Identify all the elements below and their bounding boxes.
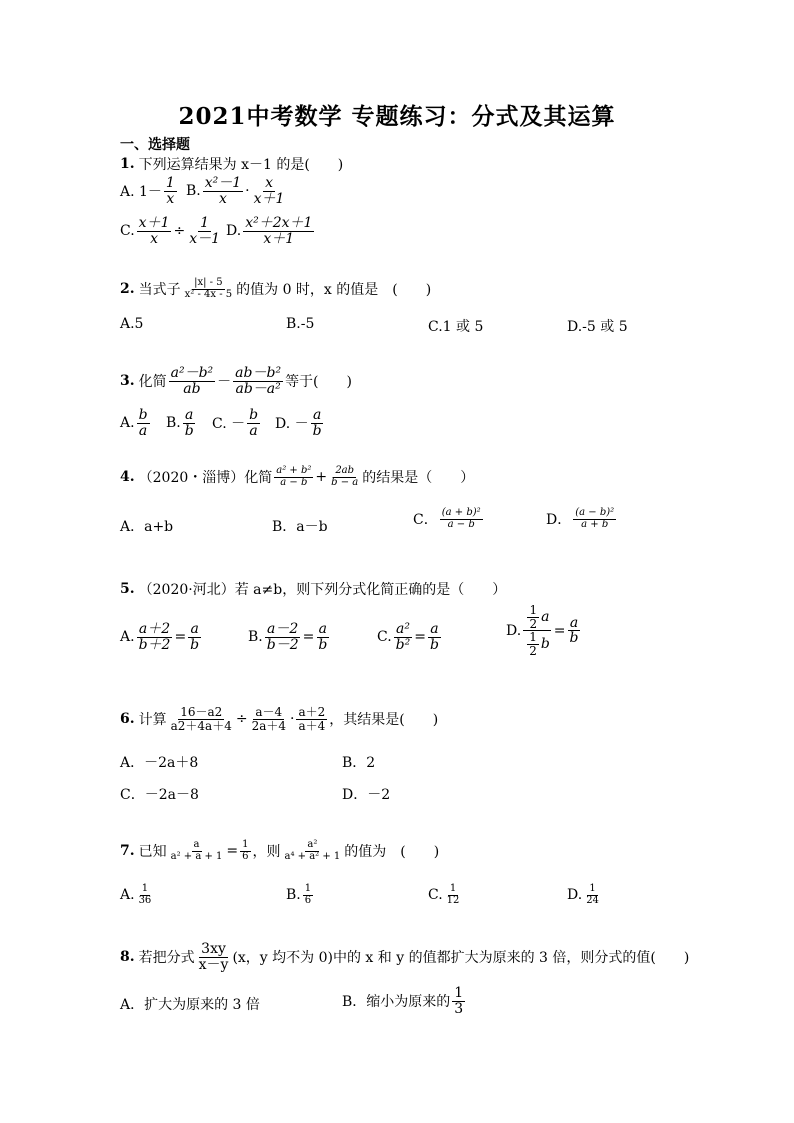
question-number: 4. [120,469,135,485]
fraction: $\frac{\text{(a − b)²}}{a + b}$ [575,507,615,530]
q7-option-c[interactable] [428,884,463,906]
fraction: $\frac{\text{a² + b²}}{a - b}$ [276,465,312,488]
q2-option-a[interactable]: A.5 [120,316,144,332]
fraction: $\frac{a}{b}$ [190,621,200,653]
fraction: $\frac{1}{3}$ [454,985,464,1017]
fraction: $\frac{\text{a²}}{\text{a⁴ + a² + 1}}$ [284,839,341,862]
question-7 [120,840,439,862]
question-number: 8. [120,949,135,966]
option-label: B．缩小为原来的 [342,994,451,1011]
section-heading: 一、选择题 [120,137,190,153]
option-label: D. [567,887,583,903]
question-8 [120,942,689,972]
q6-option-a[interactable]: A．－2a＋8 [120,755,199,771]
fraction: $\frac{1}{24}$ [586,883,599,906]
stem-text: 的值为 0 时，x 的值是 ( ) [236,282,432,298]
option-label: A. [120,887,135,903]
stem-text: ，其结果是( ) [329,712,439,729]
q3-option-b[interactable] [166,408,198,438]
option-label: B. [186,183,201,200]
option-label: D. [506,622,522,639]
operator: · [245,183,250,200]
operator: = [174,629,187,646]
fraction: $\frac{\text{a²}}{\text{b²}}$ [395,621,411,653]
fraction: $\frac{|x| - 5}{\text{x² - 4x - 5}}$ [184,277,233,300]
question-stem: 下列运算结果为 x－1 的是( ) [138,157,344,173]
fraction: $\frac{1}{x}$ [165,175,175,207]
fraction: $\frac{1}{12}$ [446,883,460,906]
question-2 [120,278,431,300]
fraction: $\frac{1}{36}$ [138,883,152,906]
fraction: $\frac{a}{b}$ [184,407,194,439]
q2-option-d[interactable]: D.-5 或 5 [567,319,628,335]
option-label: D. － [275,416,309,433]
fraction: $\frac{1}{x-1}$ [189,215,221,247]
q1-option-a[interactable] [120,176,179,206]
fraction: $\frac{\text{x²－1}}{x}$ [204,175,242,207]
stem-text: 等于( ) [285,374,352,391]
q3-option-d[interactable] [275,408,326,438]
option-label: C. [120,223,135,240]
q6-option-c[interactable]: C．－2a－8 [120,787,199,803]
option-label: B. [166,415,181,432]
q1-option-d[interactable] [226,216,316,246]
q7-option-d[interactable] [567,884,603,906]
fraction: $\frac{1}{6}$ [304,883,312,906]
q4-option-a[interactable]: A．a+b [120,519,174,535]
operator: ÷ [235,711,248,728]
question-4 [120,466,474,488]
operator: = [302,629,315,646]
fraction: $\frac{\text{(a + b)²}}{a - b}$ [441,507,481,530]
stem-text: (x，y 均不为 0)中的 x 和 y 的值都扩大为原来的 3 倍，则分式的值( ) [232,950,690,967]
q3-option-c[interactable] [212,408,262,438]
fraction: $\frac{a+2}{a+4}$ [298,705,326,733]
q5-option-a[interactable] [120,622,203,652]
stem-text: ，则 [252,844,281,860]
option-label: A. [120,629,135,646]
option-label: A. 1－ [120,184,162,201]
operator: = [226,843,239,859]
fraction: $\frac{1}{2}$ [529,603,538,631]
fraction: $\frac{\text{ab－b²}}{\text{ab－a²}}$ [235,365,282,397]
question-1 [120,154,343,174]
option-label: B. [248,629,263,646]
q1-option-b[interactable] [186,176,288,206]
question-5 [120,579,506,599]
q2-option-c[interactable]: C.1 或 5 [428,319,484,335]
stem-text: 计算 [138,712,167,729]
fraction: $\frac{\text{x²＋2x＋1}}{x+1}$ [245,215,313,247]
fraction: $\frac{a-2}{b-2}$ [266,621,299,653]
fraction: $\frac{1}{2}$ [529,630,537,658]
question-number: 6. [120,711,135,728]
option-label: C. [428,887,443,903]
page-title: 2021中考数学 专题练习：分式及其运算 [178,103,616,130]
question-stem: （2020·河北）若 a≠b，则下列分式化简正确的是（ ） [138,582,507,598]
q6-option-b[interactable]: B．2 [342,755,376,771]
q2-option-b[interactable]: B.-5 [286,316,315,332]
stem-text: 当式子 [138,282,181,298]
stem-text: 的值为 ( ) [344,844,440,860]
fraction: $\frac{a+2}{b+2}$ [138,621,171,653]
question-3 [120,366,352,396]
option-label: C． [413,512,438,528]
operator: = [553,622,566,639]
q8-option-b[interactable] [342,986,467,1016]
question-number: 2. [120,281,135,297]
fraction: $\frac{b}{a}$ [138,407,148,439]
question-number: 3. [120,373,135,390]
fraction: $\frac{a}{b}$ [569,614,579,647]
option-label: D． [546,512,572,528]
stem-text: 已知 [138,844,167,860]
option-label: D. [226,223,242,240]
fraction: $\frac{3xy}{x-y}$ [198,941,229,973]
fraction: $\frac{a}{b}$ [318,621,328,653]
fraction: $\frac{b}{a}$ [249,407,259,439]
question-number: 1. [120,156,135,172]
q4-option-c[interactable] [413,508,485,530]
fraction: $\frac{a}{\text{a² + a + 1}}$ [170,839,223,862]
operator: + [315,469,328,485]
fraction: $\frac{a-4}{2a+4}$ [251,705,287,733]
stem-text: 化简 [138,374,167,391]
compound-fraction: $\frac{1}{2}$ a $\frac{1}{2}$ b [523,604,552,657]
fraction: $\frac{a}{b}$ [312,407,322,439]
stem-text: 的结果是（ ） [362,470,475,486]
q6-option-d[interactable]: D．－2 [342,787,391,803]
fraction: $\frac{x+1}{x}$ [138,215,170,247]
option-label: C. [377,629,392,646]
option-label: B. [286,887,301,903]
fraction: $\frac{x}{x+1}$ [253,175,285,207]
q8-option-a[interactable]: A．扩大为原来的 3 倍 [120,997,260,1013]
q4-option-b[interactable]: B．a－b [272,519,328,535]
stem-text: （2020・淄博）化简 [138,470,273,486]
fraction: $\frac{a}{b}$ [429,621,439,653]
fraction: $\frac{16-a2}{a2+4a+4}$ [170,705,232,733]
question-number: 5. [120,581,135,597]
q3-option-a[interactable] [120,408,152,438]
q7-option-a[interactable] [120,884,155,906]
fraction: $\frac{1}{6}$ [242,839,249,862]
option-label: A. [120,415,135,432]
operator: － [217,374,232,391]
q5-option-c[interactable] [377,622,443,652]
fraction: $\frac{2ab}{b - a}$ [331,465,359,488]
q4-option-d[interactable] [546,508,618,530]
option-label: C. － [212,416,246,433]
q5-option-d[interactable] [506,604,583,657]
operator: · [290,711,295,728]
q5-option-b[interactable] [248,622,331,652]
question-6 [120,706,438,732]
stem-text: 若把分式 [138,950,195,967]
q7-option-b[interactable] [286,884,315,906]
fraction: $\frac{\text{a²－b²}}{ab}$ [170,365,214,397]
q1-option-c[interactable] [120,216,224,246]
operator: ÷ [173,223,186,240]
question-number: 7. [120,843,135,859]
operator: = [414,629,426,646]
